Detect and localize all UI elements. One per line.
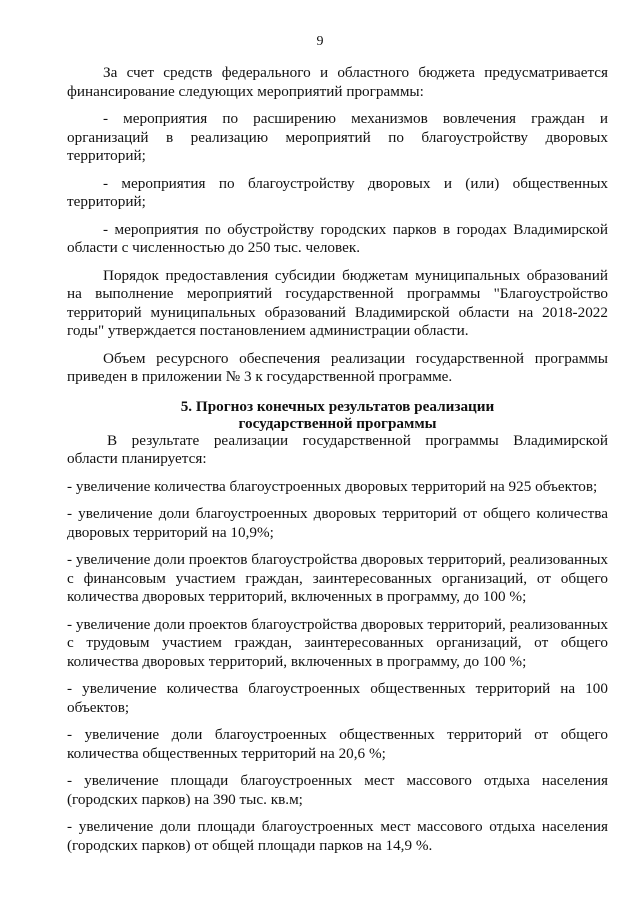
- document-body: [67, 64, 608, 855]
- financing-item: - мероприятия по расширению механизмов вовлечения граждан и организаций в реализацию мероприятий по благоустройству дворовых территорий;: [67, 110, 608, 164]
- result-item: - увеличение площади благоустроенных мест массового отдыха населения (городских парков) на 390 тыс. кв.м;: [67, 772, 608, 808]
- section-heading: [67, 398, 608, 432]
- result-item: - увеличение доли благоустроенных дворовых территорий от общего количества дворовых территорий на 10,9%;: [67, 505, 608, 541]
- section-title-line2: государственной программы: [238, 414, 437, 432]
- result-item: - увеличение доли проектов благоустройства дворовых территорий, реализованных с трудовым участием граждан, заинтересованных организаций, от общего количества дворовых территорий, включенных в программу, до 100 %;: [67, 615, 608, 670]
- result-item: - увеличение доли площади благоустроенных мест массового отдыха населения (городских парков) от общей площади парков на 14,9 %.: [67, 818, 608, 854]
- resources-paragraph: Объем ресурсного обеспечения реализации государственной программы приведен в приложении № 3 к государственной программе.: [67, 349, 608, 385]
- page-number: 9: [316, 34, 324, 49]
- subsidy-order-paragraph: Порядок предоставления субсидии бюджетам муниципальных образований на выполнение мероприятий государственной программы "Благоустройство территорий муниципальных образований Владимирской области на 2018-2022 годы" утверждается постановлением администрации области.: [67, 266, 608, 339]
- result-item: - увеличение количества благоустроенных общественных территорий на 100 объектов;: [67, 680, 608, 716]
- result-item: - увеличение доли проектов благоустройства дворовых территорий, реализованных с финансовым участием граждан, заинтересованных организаций, от общего количества дворовых территорий, включенных в программу, до 100 %;: [67, 551, 608, 605]
- results-intro: В результате реализации государственной программы Владимирской области планируется:: [67, 431, 608, 467]
- result-item: - увеличение доли благоустроенных общественных территорий от общего количества общественных территорий на 20,6 %;: [67, 726, 608, 762]
- section-title-line1: 5. Прогноз конечных результатов реализации: [180, 397, 495, 415]
- financing-intro: За счет средств федерального и областного бюджета предусматривается финансирование следующих мероприятий программы:: [67, 64, 608, 100]
- financing-item: - мероприятия по благоустройству дворовых и (или) общественных территорий;: [67, 174, 608, 210]
- financing-item: - мероприятия по обустройству городских парков в городах Владимирской области с численностью до 250 тыс. человек.: [67, 220, 608, 256]
- result-item: - увеличение количества благоустроенных дворовых территорий на 925 объектов;: [67, 477, 598, 495]
